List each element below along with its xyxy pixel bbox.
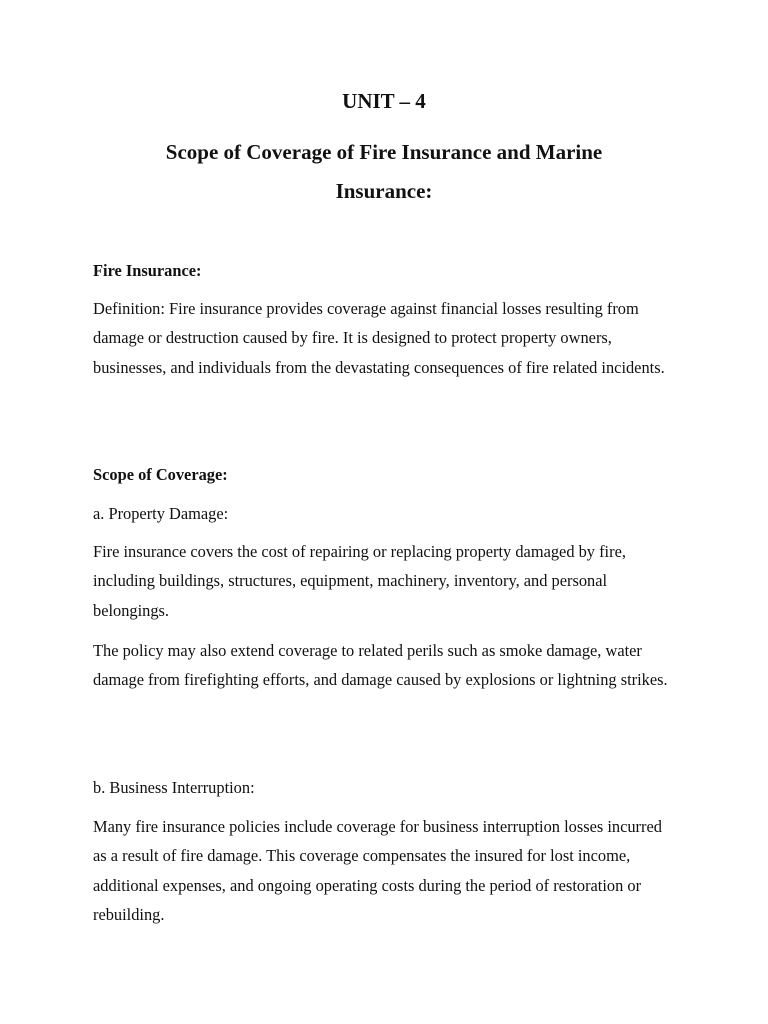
scope-heading: Scope of Coverage: (93, 465, 228, 484)
unit-title: UNIT – 4 (342, 89, 426, 113)
definition-paragraph: Definition: Fire insurance provides coverage against financial losses resulting from damage or destruction caused by fire. It is designed to protect property owners, businesses, and individuals from the devastating consequences of fire related incidents. (93, 299, 665, 377)
business-interruption-heading: b. Business Interruption: (93, 778, 255, 797)
fire-insurance-heading: Fire Insurance: (93, 261, 202, 280)
property-damage-paragraph-2: The policy may also extend coverage to related perils such as smoke damage, water damage from firefighting efforts, and damage caused by explosions or lightning strikes. (93, 641, 668, 690)
property-damage-heading: a. Property Damage: (93, 504, 229, 523)
document-title: Scope of Coverage of Fire Insurance and Marine Insurance: (165, 140, 603, 203)
property-damage-paragraph-1: Fire insurance covers the cost of repairing or replacing property damaged by fire, including buildings, structures, equipment, machinery, inventory, and personal belongings. (93, 542, 626, 620)
business-interruption-paragraph: Many fire insurance policies include coverage for business interruption losses incurred as a result of fire damage. This coverage compensates the insured for lost income, additional expenses, and ongoing operating costs during the period of restoration or rebuilding. (93, 817, 662, 924)
